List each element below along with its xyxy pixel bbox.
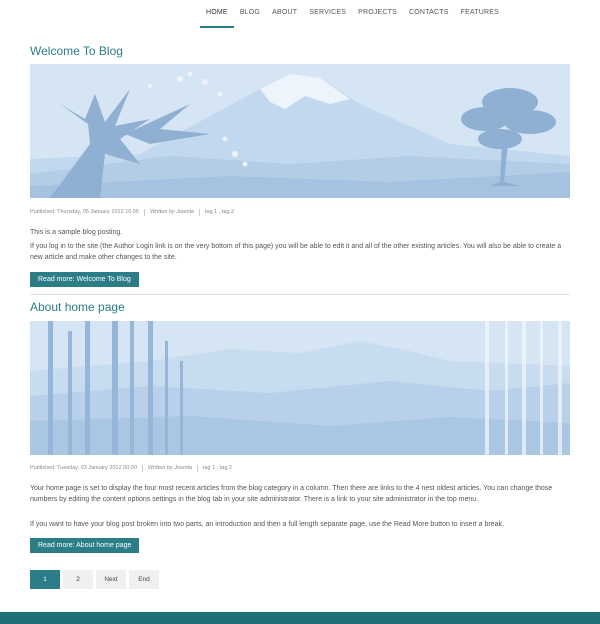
- article-meta: [30, 465, 232, 472]
- article-paragraph: If you log in to the site (the Author Login link is on the very bottom of this page) you will be able to edit it and all of the other existing articles. You will also be able to create a new article and make other changes to the site.: [30, 243, 562, 261]
- nav-item-home[interactable]: HOME: [200, 0, 234, 28]
- read-more-button[interactable]: Read more: About home page: [30, 538, 139, 553]
- bamboo-landscape-illustration: [30, 321, 570, 455]
- read-more-button[interactable]: Read more: Welcome To Blog: [30, 272, 139, 287]
- page-1-button[interactable]: 1: [30, 570, 60, 589]
- author-name: Written by Joomla: [147, 465, 192, 471]
- next-page-button[interactable]: Next: [96, 570, 126, 589]
- meta-divider: [199, 209, 200, 216]
- footer-bar: [0, 612, 600, 624]
- nav-item-contacts[interactable]: CONTACTS: [409, 9, 449, 16]
- last-page-button[interactable]: End: [129, 570, 159, 589]
- article-title[interactable]: Welcome To Blog: [30, 44, 123, 58]
- mountain-landscape-illustration: [30, 64, 570, 198]
- top-nav: [0, 0, 600, 28]
- nav-item-blog[interactable]: BLOG: [239, 9, 261, 16]
- article-paragraph: Your home page is set to display the four most recent articles from the blog category in a column. Then there are links to the 4 nest oldest articles. You can change those numbers by editing the content options settings in the blog tab in your site administrator. There is a link to your site administrator in the top menu.: [30, 485, 553, 503]
- pagination: [30, 570, 159, 589]
- nav-item-features[interactable]: FEATURES: [460, 9, 500, 16]
- nav-menu: [200, 0, 505, 26]
- hero-image-bamboo: [30, 321, 570, 455]
- nav-item-services[interactable]: SERVICES: [309, 9, 347, 16]
- article-paragraph: This is a sample blog posting.: [30, 229, 123, 236]
- nav-item-projects[interactable]: PROJECTS: [358, 9, 398, 16]
- meta-divider: [197, 465, 198, 472]
- meta-divider: [144, 209, 145, 216]
- published-date: Published: Thursday, 05 January 2012 16:55: [30, 209, 139, 215]
- tags[interactable]: tag 1 , tag 2: [202, 465, 232, 471]
- published-date: Published: Tuesday, 03 January 2012 00:00: [30, 465, 137, 471]
- nav-item-about[interactable]: ABOUT: [272, 9, 298, 16]
- meta-divider: [142, 465, 143, 472]
- hero-image-mountain: [30, 64, 570, 198]
- article-paragraph: If you want to have your blog post broken into two parts, an introduction and then a full length separate page, use the Read More button to insert a break.: [30, 521, 504, 528]
- article-meta: [30, 209, 234, 216]
- article-about-home: [30, 300, 570, 560]
- article-title[interactable]: About home page: [30, 300, 125, 314]
- tags[interactable]: tag 1 , tag 2: [204, 209, 235, 215]
- page-2-button[interactable]: 2: [63, 570, 93, 589]
- author-name: Written by Joomla: [149, 209, 194, 215]
- article-divider: [30, 294, 570, 295]
- article-welcome: [30, 44, 570, 294]
